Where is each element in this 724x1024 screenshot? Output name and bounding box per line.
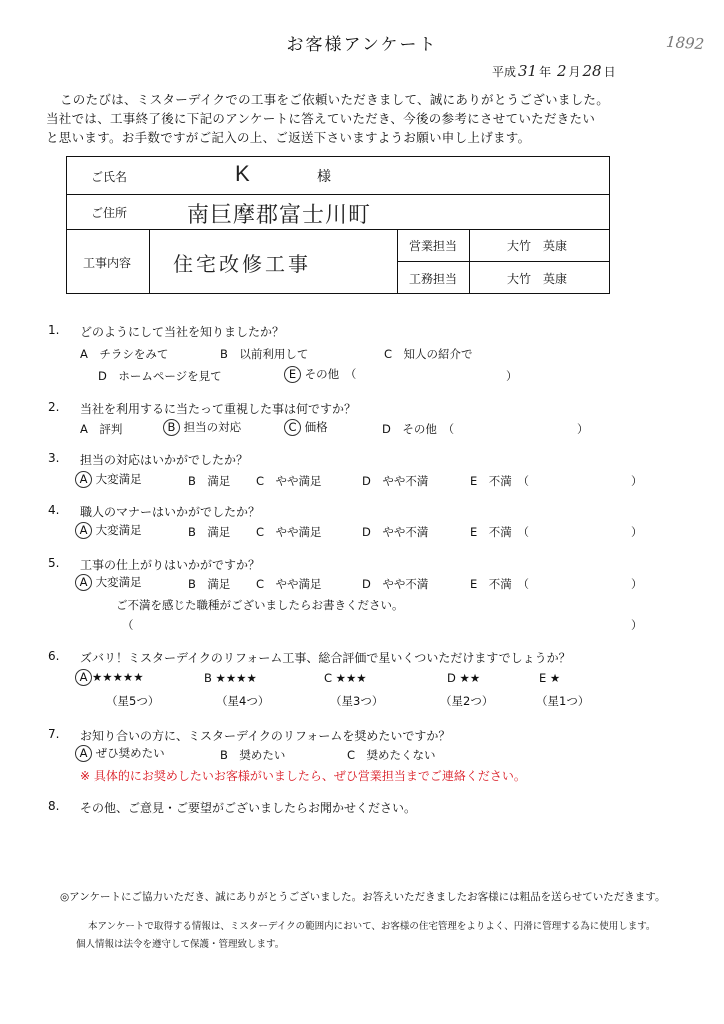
page-title: お客様アンケート: [286, 35, 438, 55]
q6-number: 6.: [48, 649, 60, 663]
q1-text: どのようにして当社を知りましたか？: [80, 325, 285, 339]
q4-option-e-close: ）: [631, 525, 643, 539]
q1-option-e: [284, 366, 356, 383]
q5-option-a-circle: A: [75, 574, 92, 591]
q3-option-d: D やや不満: [362, 474, 429, 488]
name-label: ご氏名: [91, 170, 128, 184]
q3-option-a-text: 大変満足: [95, 472, 142, 486]
date-month-label: 月: [568, 65, 581, 79]
q4-option-b: B 満足: [188, 525, 231, 539]
name-value: K: [235, 161, 250, 186]
date-field: [492, 62, 616, 80]
sales-label: 営業担当: [409, 239, 458, 253]
q5-paren-open: （: [122, 618, 134, 632]
q7-option-a-text: ぜひ奨めたい: [95, 746, 165, 760]
q3-option-e-close: ）: [631, 474, 643, 488]
date-year: 31: [518, 62, 538, 80]
date-month: 2: [556, 62, 567, 80]
q1-option-e-circle: E: [284, 366, 301, 383]
q5-option-c: C やや満足: [256, 577, 322, 591]
q1-option-e-text: その他 （: [304, 367, 357, 381]
q7-number: 7.: [48, 727, 60, 741]
q4-option-a-text: 大変満足: [95, 523, 142, 537]
q6-label-3: （星3つ）: [330, 694, 384, 708]
q4-option-a-circle: A: [75, 522, 92, 539]
date-era: 平成: [492, 65, 517, 79]
q6-option-c: C ★★★: [324, 671, 367, 685]
q2-option-a: A 評判: [80, 422, 123, 436]
q2-option-c-text: 価格: [304, 420, 328, 434]
q5-option-a-text: 大変満足: [95, 575, 142, 589]
q5-option-b: B 満足: [188, 577, 231, 591]
q5-option-a: [75, 574, 142, 591]
q4-option-a: [75, 522, 142, 539]
q2-number: 2.: [48, 400, 60, 414]
work-label: 工事内容: [83, 256, 132, 270]
q6-text: ズバリ！ミスターデイクのリフォーム工事、総合評価で星いくついただけますでしょうか？: [80, 651, 571, 665]
q7-option-a-circle: A: [75, 745, 92, 762]
q5-number: 5.: [48, 556, 60, 570]
q6-label-4: （星4つ）: [216, 694, 270, 708]
construction-value: 大竹 英康: [507, 272, 568, 286]
q3-option-e: E 不満 （: [470, 474, 530, 488]
q6-option-a-circle: A: [75, 669, 92, 686]
q4-option-c: C やや満足: [256, 525, 322, 539]
q8-text: その他、ご意見・ご要望がございましたらお聞かせください。: [80, 801, 417, 815]
intro-line-2: 当社では、工事終了後に下記のアンケートに答えていただき、今後の参考にさせていただきたい: [46, 111, 596, 126]
q1-option-b: B 以前利用して: [220, 347, 309, 361]
footer-privacy-1: 本アンケートで取得する情報は、ミスターデイクの範囲内において、お客様の住宅管理をよりよく、円滑に管理する為に使用します。: [88, 921, 656, 932]
footer-thanks: ◎アンケートにご協力いただき、誠にありがとうございました。お答えいただきましたお客様には粗品を送らせていただきます。: [60, 891, 666, 903]
address-value: 南巨摩郡富士川町: [187, 203, 372, 228]
date-year-label: 年: [539, 65, 552, 79]
date-day-label: 日: [603, 65, 616, 79]
q7-note: ※ 具体的にお奨めしたいお客様がいましたら、ぜひ営業担当までご連絡ください。: [80, 769, 526, 783]
sales-value: 大竹 英康: [507, 239, 568, 253]
q2-option-b-text: 担当の対応: [183, 420, 242, 434]
name-suffix: 様: [317, 169, 331, 185]
address-label: ご住所: [91, 206, 128, 220]
q2-option-b: [163, 419, 241, 436]
q6-option-d: D ★★: [447, 671, 481, 685]
q3-option-a: [75, 471, 142, 488]
q4-number: 4.: [48, 503, 60, 517]
q5-option-d: D やや不満: [362, 577, 429, 591]
intro-line-3: と思います。お手数ですがご記入の上、ご返送下さいますようお願い申し上げます。: [46, 130, 531, 145]
footer-privacy-2: 個人情報は法令を遵守して保護・管理致します。: [76, 939, 285, 950]
q3-option-a-circle: A: [75, 471, 92, 488]
q5-note: ご不満を感じた職種がございましたらお書きください。: [116, 598, 404, 612]
q5-option-e: E 不満 （: [470, 577, 530, 591]
q2-option-d-close: ）: [577, 422, 589, 436]
q4-text: 職人のマナーはいかがでしたか？: [80, 505, 261, 519]
q5-paren-close: ）: [631, 618, 643, 632]
q4-option-e: E 不満 （: [470, 525, 530, 539]
q7-option-a: [75, 745, 165, 762]
q1-option-d: D ホームページを見て: [98, 369, 222, 383]
q6-option-a-stars: ★★★★★: [92, 670, 144, 684]
q6-option-a: [75, 669, 144, 686]
q5-option-e-close: ）: [631, 577, 643, 591]
q7-text: お知り合いの方に、ミスターデイクのリフォームを奨めたいですか？: [80, 729, 451, 743]
q1-option-a: A チラシをみて: [80, 347, 169, 361]
work-value: 住宅改修工事: [173, 252, 311, 276]
date-day: 28: [582, 62, 602, 80]
q7-option-c: C 奨めたくない: [347, 748, 436, 762]
q2-option-b-circle: B: [163, 419, 180, 436]
q4-option-d: D やや不満: [362, 525, 429, 539]
q2-option-c-circle: C: [284, 419, 301, 436]
q1-option-c: C 知人の紹介で: [384, 347, 473, 361]
customer-info-table: [66, 156, 610, 294]
q1-number: 1.: [48, 323, 60, 337]
q2-option-c: [284, 419, 328, 436]
q6-label-5: （星5つ）: [106, 694, 160, 708]
q6-label-1: （星1つ）: [536, 694, 590, 708]
q5-text: 工事の仕上がりはいかがですか？: [80, 558, 261, 572]
q3-option-b: B 満足: [188, 474, 231, 488]
intro-line-1: このたびは、ミスターデイクでの工事をご依頼いただきまして、誠にありがとうございました。: [60, 92, 610, 107]
q2-option-d: D その他 （: [382, 422, 455, 436]
construction-label: 工務担当: [409, 272, 458, 286]
q7-option-b: B 奨めたい: [220, 748, 286, 762]
q6-option-b: B ★★★★: [204, 671, 257, 685]
q3-option-c: C やや満足: [256, 474, 322, 488]
q1-option-e-close: ）: [506, 369, 518, 383]
q3-number: 3.: [48, 451, 60, 465]
q6-option-e: E ★: [539, 671, 561, 685]
q8-number: 8.: [48, 799, 60, 813]
q3-text: 担当の対応はいかがでしたか？: [80, 453, 249, 467]
ref-number: 1892: [665, 32, 705, 54]
q2-text: 当社を利用するに当たって重視した事は何ですか？: [80, 402, 357, 416]
q6-label-2: （星2つ）: [440, 694, 494, 708]
